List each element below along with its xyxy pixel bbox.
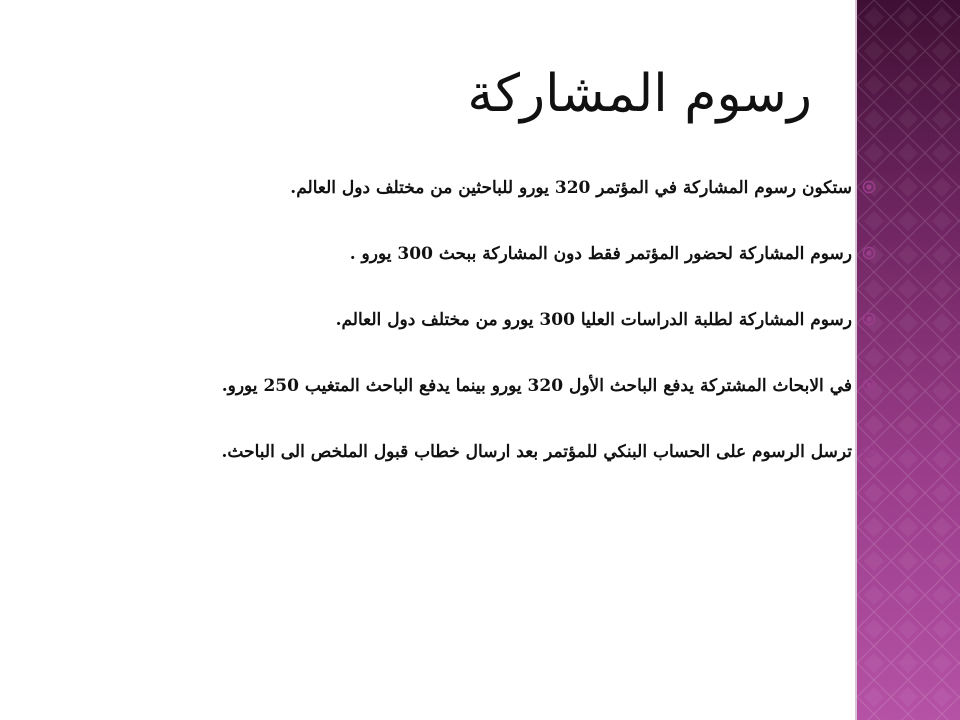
bullet-item <box>6 168 852 234</box>
circled-dot-icon <box>862 180 876 194</box>
bullet-list <box>6 168 852 498</box>
bullet-text: رسوم المشاركة لحضور المؤتمر فقط دون المشاركة ببحث 300 يورو . <box>349 244 852 264</box>
bullet-text: في الابحاث المشتركة يدفع الباحث الأول 320 يورو بينما يدفع الباحث المتغيب 250 يورو. <box>221 376 852 396</box>
slide-title: رسوم المشاركة <box>467 64 812 124</box>
bullet-item <box>6 432 852 498</box>
bullet-text: رسوم المشاركة لطلبة الدراسات العليا 300 يورو من مختلف دول العالم. <box>335 310 852 330</box>
circled-dot-icon <box>862 378 876 392</box>
circled-dot-icon <box>862 246 876 260</box>
circled-dot-icon <box>862 444 876 458</box>
bullet-item <box>6 366 852 432</box>
bullet-item <box>6 300 852 366</box>
bullet-text: ستكون رسوم المشاركة في المؤتمر 320 يورو للباحثين من مختلف دول العالم. <box>290 178 852 198</box>
bullet-text: ترسل الرسوم على الحساب البنكي للمؤتمر بعد ارسال خطاب قبول الملخص الى الباحث. <box>221 442 852 462</box>
decorative-side-band <box>857 0 960 720</box>
bullet-item <box>6 234 852 300</box>
circled-dot-icon <box>862 312 876 326</box>
diamond-pattern <box>857 0 960 720</box>
